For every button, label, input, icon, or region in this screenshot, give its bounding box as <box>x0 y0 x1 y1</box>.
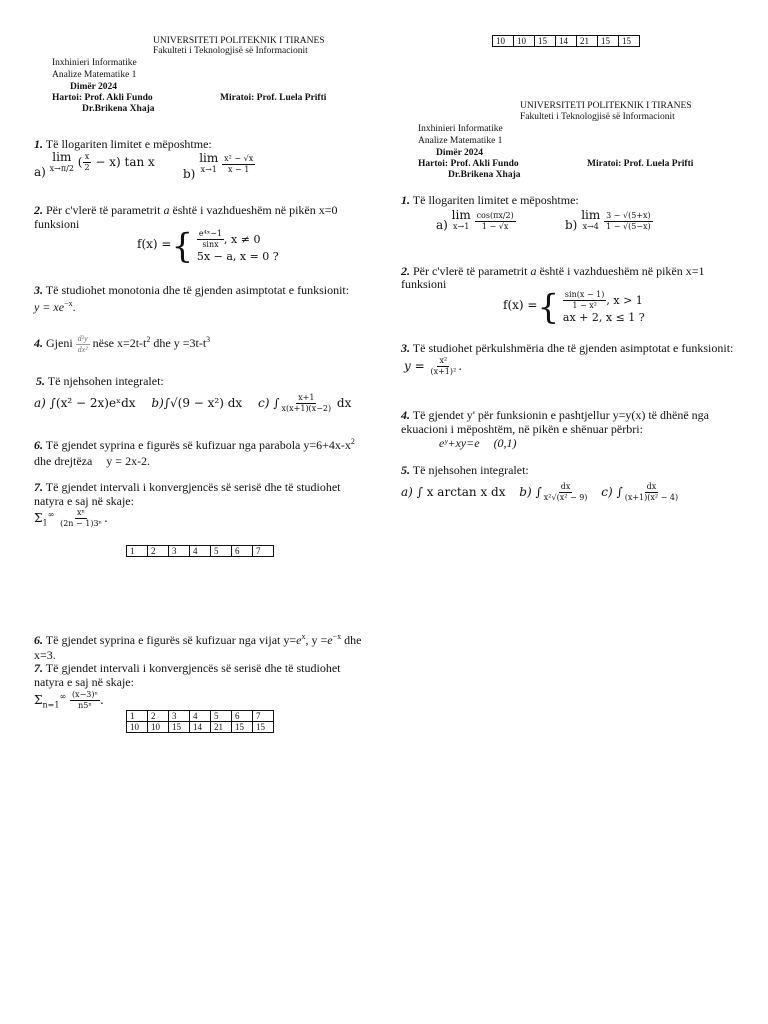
exam-date-right: Dimër 2024 <box>436 148 484 158</box>
faculty-name-right: Fakulteti i Teknologjisë së Informacionit <box>520 112 675 122</box>
q2-line2: funksioni <box>34 217 80 231</box>
question-4-right: 4. Të gjendet y' për funksionin e pashtjellur y=y(x) të dhënë nga ekuacioni i mëposhtëm, në pikën e shënuar përbri: <box>401 408 709 436</box>
q4r-equation: eʸ+xy=e (0,1) <box>439 436 517 450</box>
table-cell: 5 <box>211 711 232 722</box>
university-name-right: UNIVERSITETI POLITEKNIK I TIRANES <box>520 101 692 111</box>
table-cell: 21 <box>211 722 232 733</box>
q2r-piecewise: f(x) ={ $\frac{\sin(x - 1)}{\text{1 − x²}}$ , x > 1 ax + 2, x ≤ 1 ? <box>503 287 645 328</box>
table-cell: 14 <box>190 722 211 733</box>
score-table-top <box>492 35 640 47</box>
course-name-right: Analize Matematike 1 <box>418 136 503 146</box>
table-cell: 5 <box>211 546 232 557</box>
author-2: Dr.Brikena Xhaja <box>82 104 155 114</box>
question-6b: 6. Të gjendet syprina e figurës së kufizuar nga vijat $y=e^x$, $y =e^{-x}$ dhe <box>34 632 362 647</box>
faculty-name: Fakulteti i Teknologjisë së Informacionit <box>153 46 308 56</box>
question-1: 1. Të llogariten limitet e mëposhtme: <box>34 137 212 151</box>
q2r-line2: funksioni <box>401 277 447 291</box>
table-cell: 15 <box>232 722 253 733</box>
table-cell: 1 <box>127 711 148 722</box>
table-cell: 15 <box>598 36 619 47</box>
q3r-formula: y = $\frac{\text{x²}}{\text{(x+1)²}}$ . <box>404 356 463 376</box>
table-cell: 1 <box>127 546 148 557</box>
question-5: 5. Të njehsohen integralet: <box>36 374 164 388</box>
table-cell: 4 <box>190 546 211 557</box>
approver-right: Miratoi: Prof. Luela Prifti <box>587 159 694 169</box>
table-cell: 15 <box>169 722 190 733</box>
question-7: 7. Të gjendet intervali i konvergjencës së serisë dhe të studiohet natyra e saj në skaje: <box>34 480 341 508</box>
q6-line2: dhe drejtëza y = 2x-2. <box>34 454 151 468</box>
q5-integrals: a) ∫(x² − 2x)eˣdx b)∫√(9 − x²) dx c) ∫ $\frac{x+1}{x(x+1)(x-2)}$ dx <box>34 393 352 413</box>
table-cell: 3 <box>169 711 190 722</box>
table-cell: 15 <box>535 36 556 47</box>
q1r-limit-a: a) lim x→1 $\frac{\cos(\pi x/2)}{1 - √x}$ <box>436 208 514 232</box>
q1-limit-b: b) lim x→1 $\frac{\text{x² − √x}}{x - 1}$ <box>183 151 254 181</box>
question-2-right: 2. Për c'vlerë të parametrit a është i vazhdueshëm në pikën x=1 <box>401 264 705 278</box>
table-cell: 2 <box>148 711 169 722</box>
question-4: 4. Gjeni $\frac{\text{d²y}}{\text{dx²}}$ nëse $x=2t-t^2$ dhe $y =3t-t^3$ <box>34 333 211 354</box>
exam-date: Dimër 2024 <box>70 82 118 92</box>
table-cell: 4 <box>190 711 211 722</box>
table-cell: 15 <box>253 722 274 733</box>
table-cell: 6 <box>232 546 253 557</box>
table-cell: 10 <box>127 722 148 733</box>
table-cell: 3 <box>169 546 190 557</box>
question-2: 2. Për c'vlerë të parametrit a është i vazhdueshëm në pikën x=0 <box>34 203 338 217</box>
q3-formula: $y = xe^{-x}$. <box>34 299 76 314</box>
question-3-right: 3. Të studiohet përkulshmëria dhe të gjenden asimptotat e funksionit: <box>401 341 734 355</box>
department-right: Inxhinieri Informatike <box>418 124 503 134</box>
q6b-line2: x=3. <box>34 648 56 662</box>
q5r-integrals: a) ∫ x arctan x dx b) ∫ $\frac{dx}{\text{x²√(x² − 9)}}$ c) ∫ $\frac{dx}{\text{(x+1)(x² − 4)}}$ <box>401 482 679 502</box>
table-cell: 10 <box>493 36 514 47</box>
university-name: UNIVERSITETI POLITEKNIK I TIRANES <box>153 36 325 46</box>
author-right: Hartoi: Prof. Akli Fundo <box>418 159 519 169</box>
table-cell: 2 <box>148 546 169 557</box>
table-cell: 21 <box>577 36 598 47</box>
approver: Miratoi: Prof. Luela Prifti <box>220 93 327 103</box>
q1-limit-a: a) lim x→π/2 ( $\frac{x}{2}$ − x) tan x <box>34 150 155 179</box>
score-table-1 <box>126 545 274 557</box>
q7b-series: $\Sigma_{n=1}^\infty$ $\frac{\text{(x−3)ⁿ}}{\text{n5ⁿ}}$ . <box>34 690 104 710</box>
department: Inxhinieri Informatike <box>52 58 137 68</box>
table-cell: 7 <box>253 711 274 722</box>
question-6: 6. Të gjendet syprina e figurës së kufizuar nga parabola $y=6+4x-x^2$ <box>34 437 355 452</box>
table-cell: 10 <box>514 36 535 47</box>
author: Hartoi: Prof. Akli Fundo <box>52 93 153 103</box>
question-7b: 7. Të gjendet intervali i konvergjencës së serisë dhe të studiohet natyra e saj në skaje: <box>34 661 341 689</box>
course-name: Analize Matematike 1 <box>52 70 137 80</box>
question-3: 3. Të studiohet monotonia dhe të gjenden asimptotat e funksionit: <box>34 283 350 297</box>
score-table-2 <box>126 710 274 733</box>
q7-series: $\Sigma_1^\infty$ $\frac{\text{xⁿ}}{\text{(2n − 1)3ⁿ}}$ . <box>34 508 108 528</box>
table-cell: 7 <box>253 546 274 557</box>
table-cell: 6 <box>232 711 253 722</box>
q2-piecewise: f(x) ={ $\frac{\text{e⁴ˣ−1}}{\sin x}$ , x ≠ 0 5x − a, x = 0 ? <box>137 226 279 267</box>
table-cell: 10 <box>148 722 169 733</box>
author-2-right: Dr.Brikena Xhaja <box>448 170 521 180</box>
q1r-limit-b: b) lim x→4 $\frac{3 - √(5+x)}{1 - √(5-x)}$ <box>565 208 651 232</box>
question-1-right: 1. Të llogariten limitet e mëposhtme: <box>401 193 579 207</box>
table-cell: 15 <box>619 36 640 47</box>
question-5-right: 5. Të njehsohen integralet: <box>401 463 529 477</box>
table-cell: 14 <box>556 36 577 47</box>
